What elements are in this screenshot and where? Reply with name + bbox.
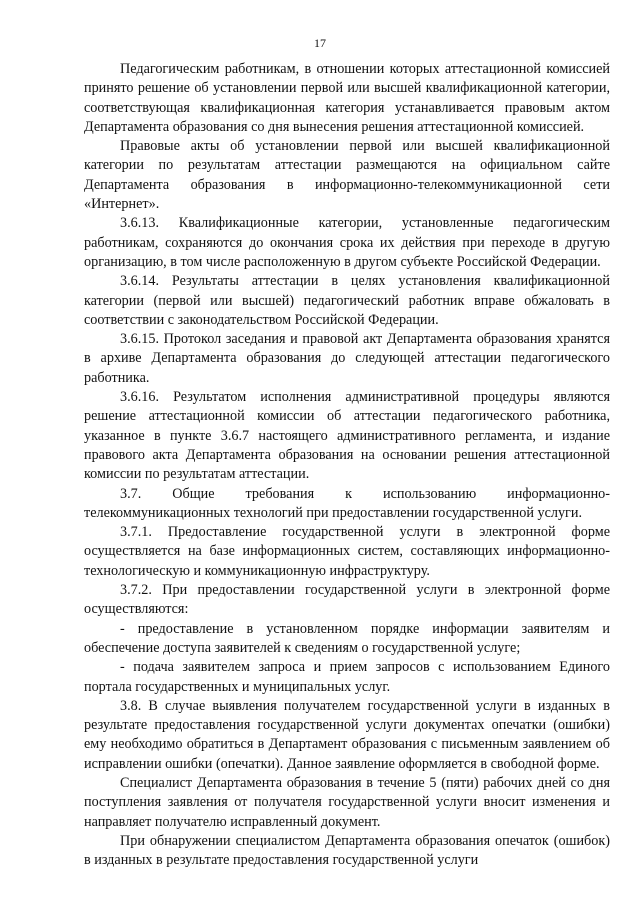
document-body [84, 60, 610, 870]
paragraph: 3.6.15. Протокол заседания и правовой акт Департамента образования хранятся в архиве Департамента образования до следующей аттестации педагогического работника. [84, 331, 610, 386]
list-item: - подача заявителем запроса и прием запросов с использованием Единого портала государственных и муниципальных услуг. [84, 659, 610, 695]
paragraph: 3.6.14. Результаты аттестации в целях установления квалификационной категории (первой или высшей) педагогический работник вправе обжаловать в соответствии с законодательством Российской Федерации. [84, 273, 610, 328]
paragraph: 3.7.2. При предоставлении государственной услуги в электронной форме осуществляются: [84, 582, 610, 618]
paragraph: 3.7. Общие требования к использованию информационно-телекоммуникационных технологий при предоставлении государственной услуги. [84, 485, 610, 521]
paragraph: При обнаружении специалистом Департамента образования опечаток (ошибок) в изданных в результате предоставления государственной услуги [84, 832, 610, 869]
paragraph: Педагогическим работникам, в отношении которых аттестационной комиссией принято решение об установлении первой или высшей квалификационной категории, соответствующая квалификационная категория устанавливается правовым актом Департамента образования со дня вынесения решения аттестационной комиссией. [84, 61, 610, 135]
paragraph: 3.8. В случае выявления получателем государственной услуги в изданных в результате предоставления государственной услуги документах опечатки (ошибки) ему необходимо обратиться в Департамент образования с письменным заявлением об исправлении ошибки (опечатки). Данное заявление оформляется в свободной форме. [84, 697, 610, 772]
paragraph: 3.6.16. Результатом исполнения административной процедуры являются решение аттестационной комиссии об аттестации педагогического работника, указанное в пункте 3.6.7 настоящего административного регламента, и издание правового акта Департамента образования на основании решения аттестационной комиссии по результатам аттестации. [84, 389, 610, 483]
paragraph: 3.6.13. Квалификационные категории, установленные педагогическим работникам, сохраняются до окончания срока их действия при переходе в другую организацию, в том числе расположенную в другом субъекте Российской Федерации. [84, 215, 610, 270]
paragraph: 3.7.1. Предоставление государственной услуги в электронной форме осуществляется на базе информационных систем, составляющих информационно-технологическую и коммуникационную инфраструктуру. [84, 524, 610, 579]
paragraph: Правовые акты об установлении первой или высшей квалификационной категории по результатам аттестации размещаются на официальном сайте Департамента образования в информационно-телекоммуникационной сети «Интернет». [84, 138, 610, 213]
paragraph: Специалист Департамента образования в течение 5 (пяти) рабочих дней со дня поступления заявления от получателя государственной услуги вносит изменения и направляет получателю исправленный документ. [84, 774, 610, 830]
page-number: 17 [314, 36, 326, 50]
list-item: - предоставление в установленном порядке информации заявителям и обеспечение доступа заявителей к сведениям о государственной услуге; [84, 620, 610, 656]
